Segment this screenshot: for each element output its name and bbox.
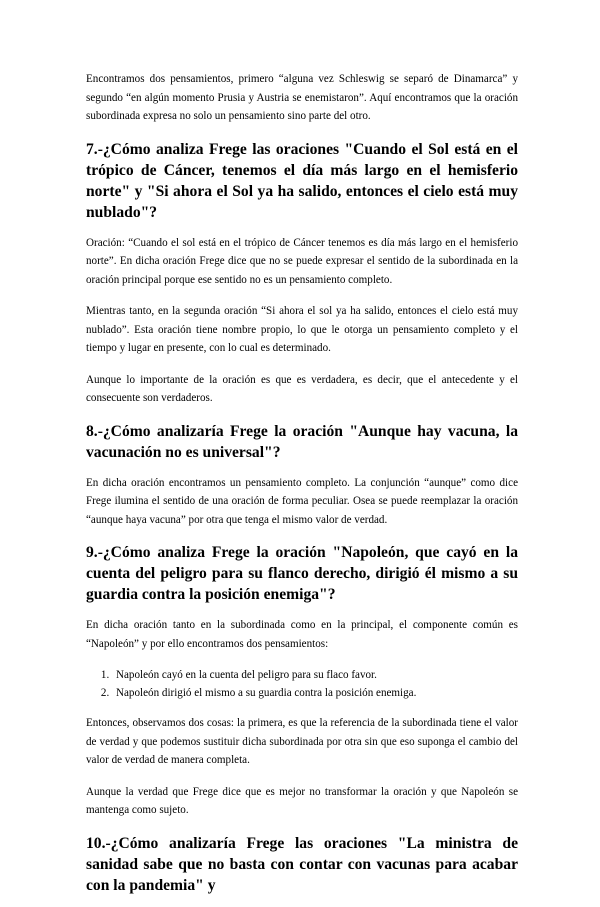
question-7-heading: 7.-¿Cómo analiza Frege las oraciones "Cuando el Sol está en el trópico de Cáncer, tenemos el día más largo en el hemisferio norte" y "Si ahora el Sol ya ha salido, entonces el cielo está muy nublado"?: [86, 140, 518, 221]
document-body: [86, 70, 518, 907]
list-item: 2. Napoleón dirigió el mismo a su guardia contra la posición enemiga.: [112, 684, 518, 702]
intro-paragraph: Encontramos dos pensamientos, primero “alguna vez Schleswig se separó de Dinamarca” y segundo “en algún momento Prusia y Austria se enemistaron”. Aquí encontramos que la oración subordinada expresa no solo un pensamiento sino parte del otro.: [86, 73, 518, 122]
q9-paragraph-1: En dicha oración tanto en la subordinada como en la principal, el componente común es “Napoleón” y por ello encontramos dos pensamientos:: [86, 619, 518, 650]
q7-paragraph-2: Mientras tanto, en la segunda oración “Si ahora el sol ya ha salido, entonces el cielo está muy nublado”. Esta oración tiene nombre propio, lo que le otorga un pensamiento completo y el tiempo y lugar en presente, con lo cual es determinado.: [86, 305, 518, 354]
question-8-heading: 8.-¿Cómo analizaría Frege la oración "Aunque hay vacuna, la vacunación no es universal"?: [86, 422, 518, 461]
question-9-heading: 9.-¿Cómo analiza Frege la oración "Napoleón, que cayó en la cuenta del peligro para su flanco derecho, dirigió él mismo a su guardia contra la posición enemiga"?: [86, 544, 518, 603]
list-item: 1. Napoleón cayó en la cuenta del peligro para su flaco favor.: [112, 666, 518, 684]
q7-paragraph-1: Oración: “Cuando el sol está en el trópico de Cáncer tenemos es día más largo en el hemisferio norte”. En dicha oración Frege dice que no se puede expresar el sentido de la subordinada en la oración principal porque ese sentido no es un pensamiento completo.: [86, 236, 518, 286]
q8-paragraph-1: En dicha oración encontramos un pensamiento completo. La conjunción “aunque” como dice Frege ilumina el sentido de una oración de forma peculiar. Osea se puede reemplazar la oración “aunque haya vacuna” por otra que tenga el mismo valor de verdad.: [86, 476, 518, 526]
question-10-heading: 10.-¿Cómo analizaría Frege las oraciones "La ministra de sanidad sabe que no basta con contar con vacunas para acabar con la pandemia" y: [86, 834, 518, 894]
q9-paragraph-2: Entonces, observamos dos cosas: la primera, es que la referencia de la subordinada tiene el valor de verdad y que podemos sustituir dicha subordinada por otra sin que eso suponga el cambio del valor de verdad de manera completa.: [86, 717, 518, 766]
q9-numbered-list: [86, 666, 518, 702]
q7-paragraph-3: Aunque lo importante de la oración es que es verdadera, es decir, que el antecedente y el consecuente son verdaderos.: [86, 373, 518, 404]
q9-paragraph-3: Aunque la verdad que Frege dice que es mejor no transformar la oración y que Napoleón se mantenga como sujeto.: [86, 785, 518, 816]
